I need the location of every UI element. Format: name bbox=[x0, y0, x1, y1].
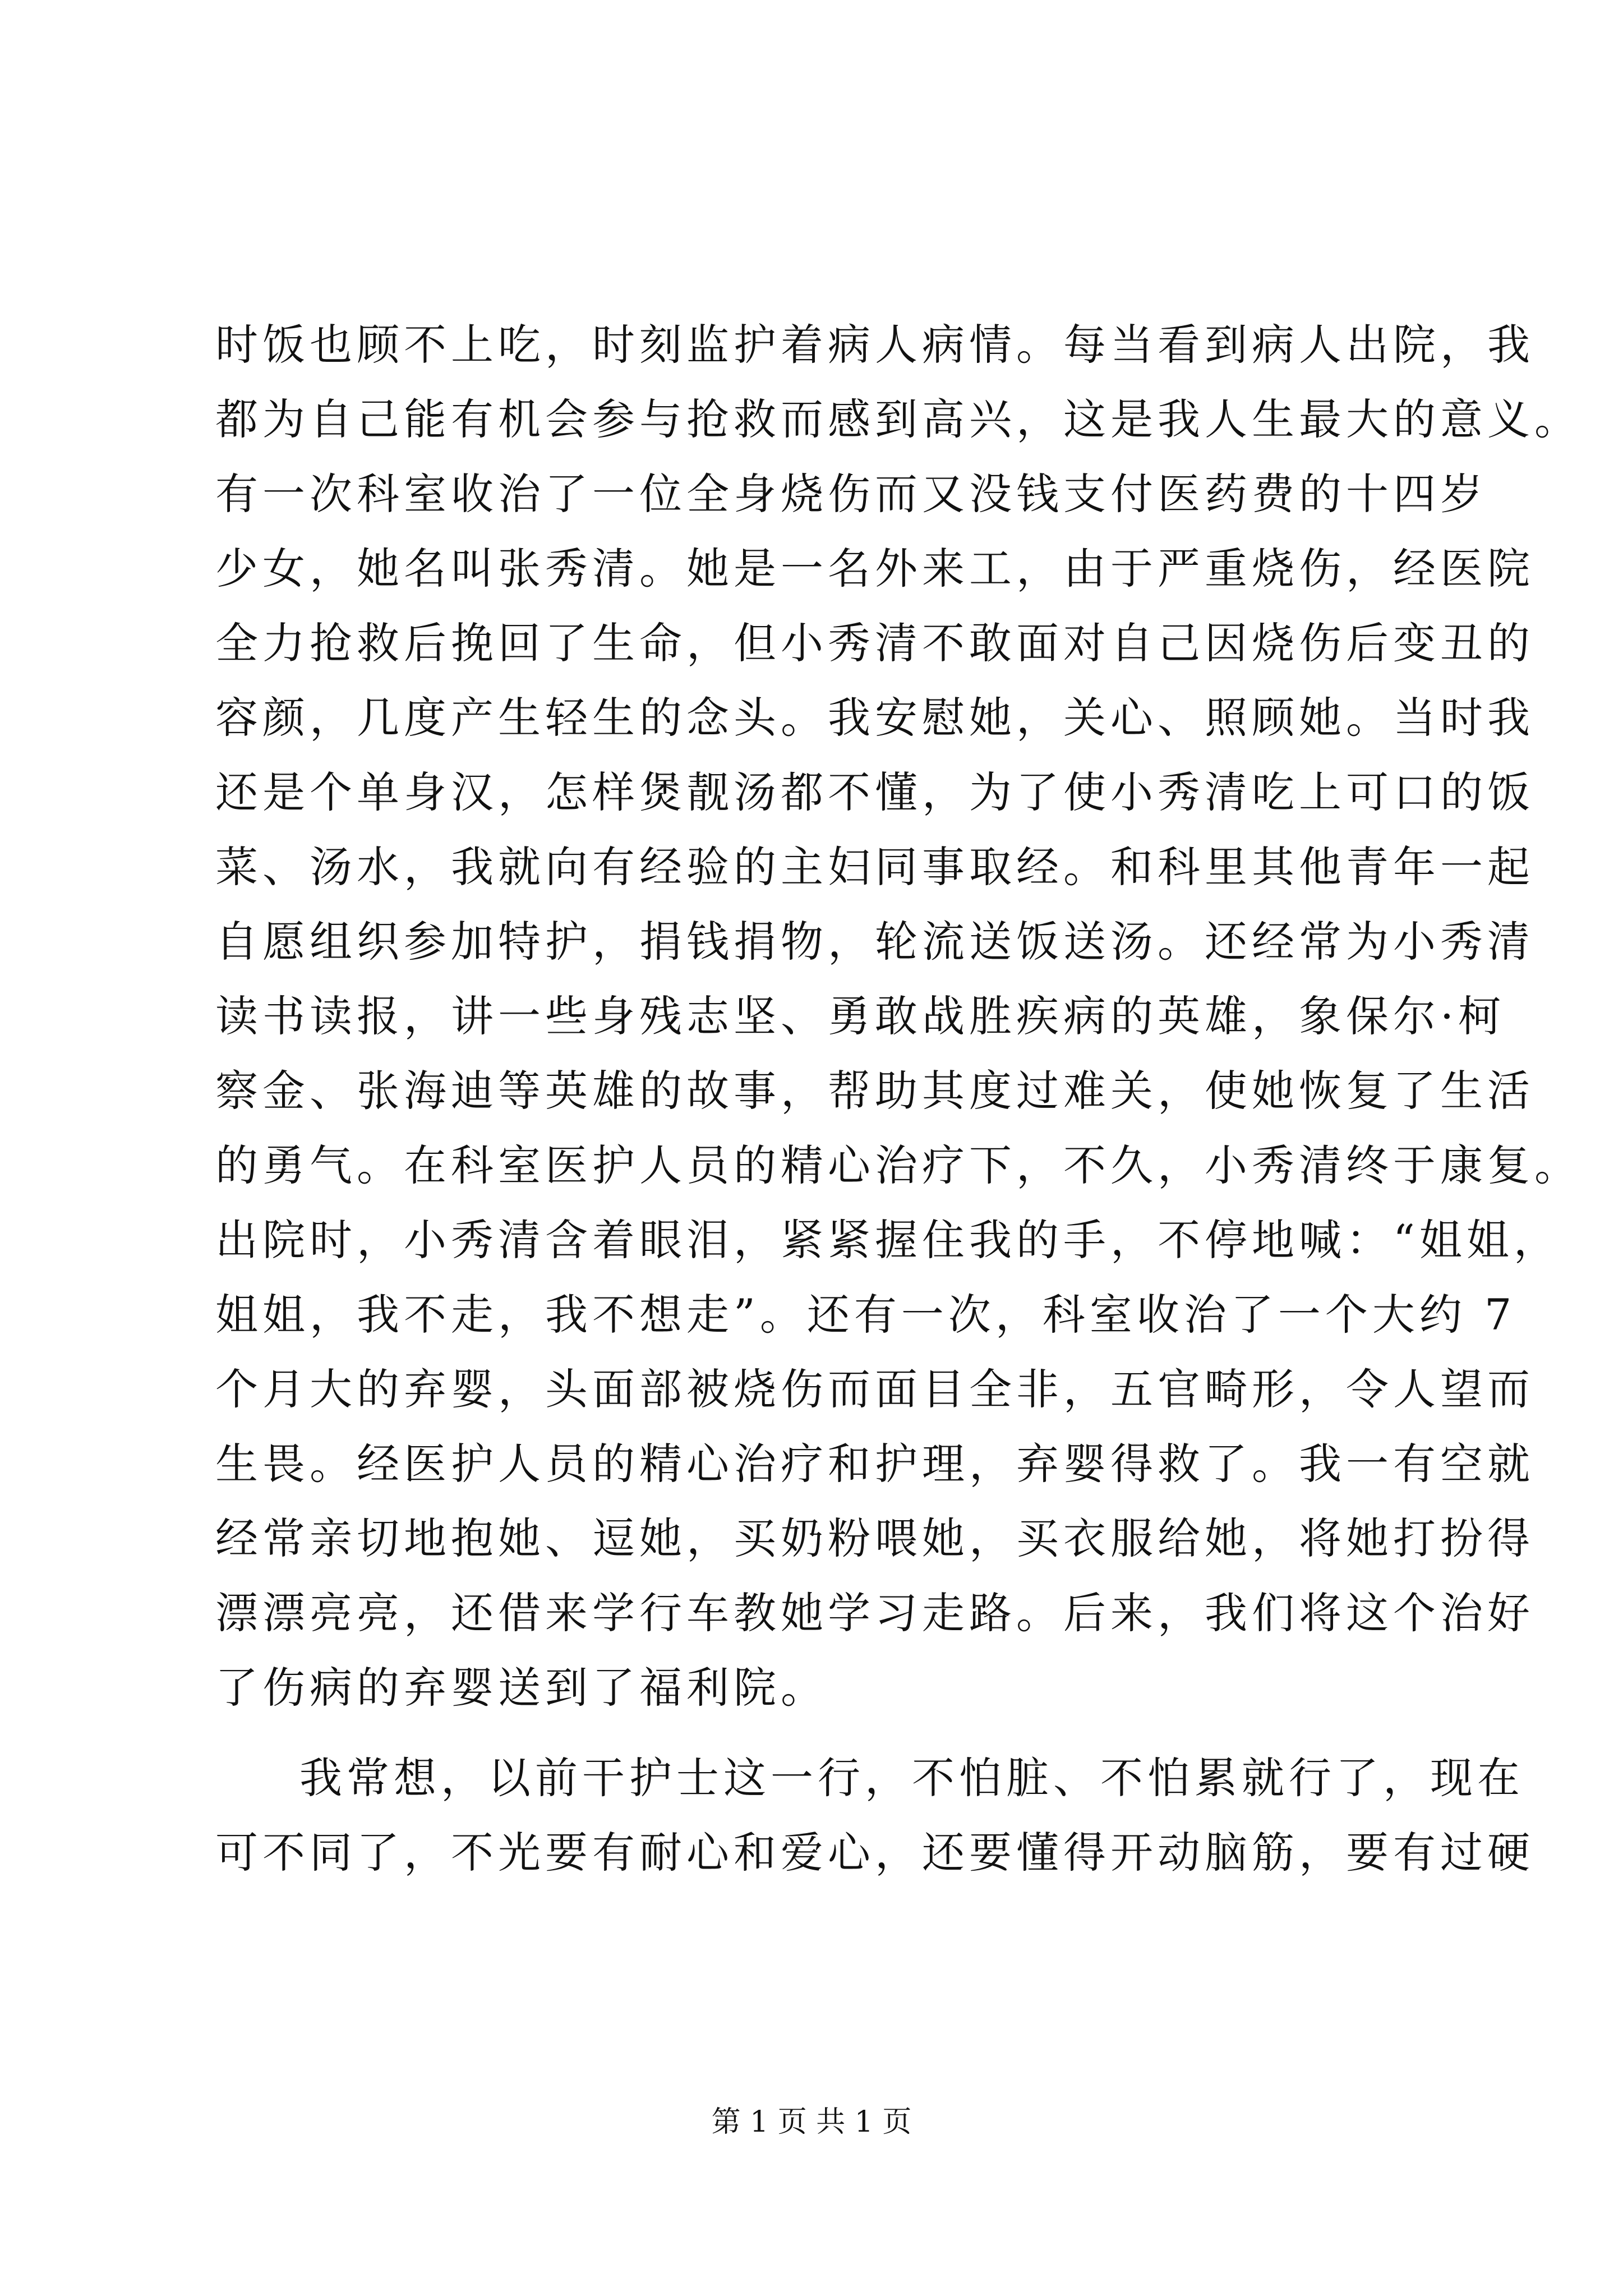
text-line: 了伤病的弃婴送到了福利院。 bbox=[215, 1663, 828, 1713]
text-line: 个月大的弃婴，头面部被烧伤而面目全非，五官畸形，令人望而 bbox=[215, 1364, 1534, 1414]
text-line: 经常亲切地抱她、逗她，买奶粉喂她，买衣服给她，将她打扮得 bbox=[215, 1513, 1534, 1563]
text-line: 有一次科室收治了一位全身烧伤而又没钱支付医药费的十四岁 bbox=[215, 469, 1487, 519]
text-line: 读书读报，讲一些身残志坚、勇敢战胜疾病的英雄，象保尔·柯 bbox=[215, 991, 1506, 1041]
text-line: 自愿组织参加特护，捐钱捐物，轮流送饭送汤。还经常为小秀清 bbox=[215, 917, 1534, 967]
paragraph-1 bbox=[215, 307, 1581, 1725]
text-line: 姐姐，我不走，我不想走”。还有一次，科室收治了一个大约 7 bbox=[215, 1290, 1516, 1340]
text-line: 出院时，小秀清含着眼泪，紧紧握住我的手，不停地喊：“姐姐， bbox=[215, 1215, 1561, 1265]
text-line: 我常想，以前干护士这一行，不怕脏、不怕累就行了，现在 bbox=[299, 1753, 1524, 1803]
body-text bbox=[215, 307, 1581, 1890]
text-line: 的勇气。在科室医护人员的精心治疗下，不久，小秀清终于康复。 bbox=[215, 1140, 1581, 1190]
page-number-footer: 第 1 页 共 1 页 bbox=[711, 2105, 912, 2139]
text-line: 察金、张海迪等英雄的故事，帮助其度过难关，使她恢复了生活 bbox=[215, 1066, 1534, 1116]
text-line: 菜、汤水，我就向有经验的主妇同事取经。和科里其他青年一起 bbox=[215, 842, 1534, 892]
text-line: 生畏。经医护人员的精心治疗和护理，弃婴得救了。我一有空就 bbox=[215, 1439, 1534, 1489]
text-line: 时饭也顾不上吃，时刻监护着病人病情。每当看到病人出院，我 bbox=[215, 320, 1534, 370]
text-line: 少女，她名叫张秀清。她是一名外来工，由于严重烧伤，经医院 bbox=[215, 544, 1534, 593]
paragraph-spacing bbox=[215, 1725, 1449, 1741]
text-line: 还是个单身汉，怎样煲靓汤都不懂，为了使小秀清吃上可口的饭 bbox=[215, 767, 1534, 817]
paragraph-2 bbox=[215, 1741, 1534, 1890]
text-line: 都为自己能有机会参与抢救而感到高兴，这是我人生最大的意义。 bbox=[215, 394, 1581, 444]
text-line: 全力抢救后挽回了生命，但小秀清不敢面对自己因烧伤后变丑的 bbox=[215, 618, 1534, 668]
text-line: 容颜，几度产生轻生的念头。我安慰她，关心、照顾她。当时我 bbox=[215, 693, 1534, 743]
text-line: 漂漂亮亮，还借来学行车教她学习走路。后来，我们将这个治好 bbox=[215, 1588, 1534, 1638]
text-line: 可不同了，不光要有耐心和爱心，还要懂得开动脑筋，要有过硬 bbox=[215, 1828, 1534, 1878]
